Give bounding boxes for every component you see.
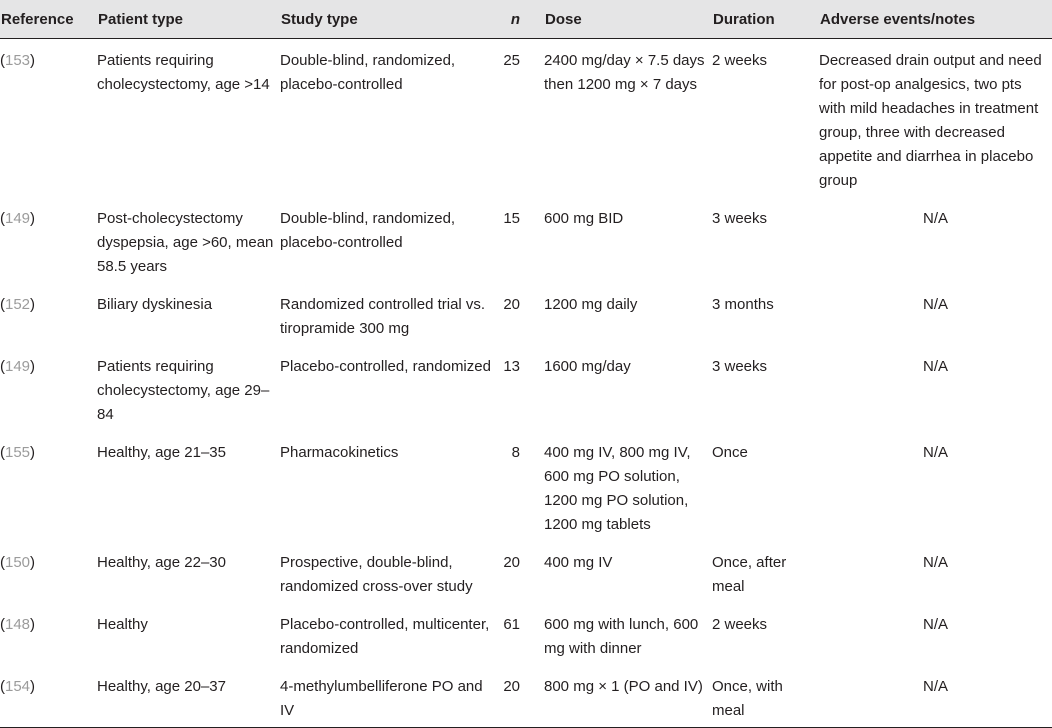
dose-cell: 1600 mg/day [544, 358, 631, 375]
reference-link[interactable]: 148 [5, 616, 31, 633]
n-cell: 20 [503, 554, 520, 571]
reference-link[interactable]: 154 [5, 678, 31, 695]
adverse-events-cell: N/A [922, 296, 948, 313]
patient-type-cell: Healthy, age 20–37 [97, 665, 280, 728]
reference-link[interactable]: 153 [5, 52, 31, 69]
patient-type-cell: Patients requiring cholecystectomy, age >14 [97, 52, 270, 93]
duration-cell: 3 weeks [712, 210, 768, 227]
dose-cell: 2400 mg/day × 7.5 days then 1200 mg × 7 days [544, 52, 705, 93]
adverse-events-cell: N/A [922, 616, 948, 633]
reference-cell: (148) [0, 616, 36, 633]
table-row [0, 345, 1052, 431]
duration-cell: 2 weeks [712, 52, 768, 69]
n-cell: 61 [503, 616, 520, 633]
spacer-cell [520, 197, 544, 283]
table-row [0, 39, 1052, 198]
patient-type-cell: Patients requiring cholecystectomy, age 29–84 [97, 358, 270, 423]
dose-cell: 400 mg IV, 800 mg IV, 600 mg PO solution, 1200 mg PO solution, 1200 mg tablets [544, 444, 691, 533]
header-patient-type: Patient type [97, 0, 280, 39]
reference-cell: (149) [0, 358, 36, 375]
adverse-events-cell: N/A [922, 444, 948, 461]
table-body [0, 39, 1052, 728]
table-row [0, 603, 1052, 665]
reference-cell: (154) [0, 665, 97, 728]
spacer-cell [520, 39, 544, 198]
n-cell: 13 [503, 358, 520, 375]
study-type-cell: Pharmacokinetics [280, 444, 399, 461]
spacer-cell [520, 541, 544, 603]
reference-link[interactable]: 149 [5, 210, 31, 227]
study-type-cell: Placebo-controlled, randomized [280, 358, 491, 375]
spacer-cell [520, 665, 544, 728]
adverse-events-cell: Decreased drain output and need for post-op analgesics, two pts with mild headaches in treatment group, three with decreased appetite and diarrhea in placebo group [819, 52, 1042, 189]
duration-cell: Once [712, 444, 748, 461]
dose-cell: 1200 mg daily [544, 296, 638, 313]
duration-cell: 3 weeks [712, 358, 768, 375]
header-dose: Dose [544, 0, 712, 39]
table-row [0, 197, 1052, 283]
study-type-cell: Prospective, double-blind, randomized cross-over study [280, 554, 473, 595]
n-cell: 25 [503, 52, 520, 69]
duration-cell: 3 months [712, 296, 774, 313]
table-header [0, 0, 1052, 39]
header-duration: Duration [712, 0, 819, 39]
adverse-events-cell: N/A [922, 554, 948, 571]
patient-type-cell: Biliary dyskinesia [97, 296, 213, 313]
table-row [0, 665, 1052, 728]
header-study-type: Study type [280, 0, 498, 39]
patient-type-cell: Healthy, age 21–35 [97, 444, 226, 461]
table-row [0, 541, 1052, 603]
n-cell: 8 [511, 444, 520, 461]
table-row [0, 283, 1052, 345]
reference-cell: (149) [0, 210, 36, 227]
dose-cell: 800 mg × 1 (PO and IV) [544, 665, 712, 728]
header-adverse-events: Adverse events/notes [819, 0, 1052, 39]
dose-cell: 600 mg with lunch, 600 mg with dinner [544, 616, 699, 657]
spacer-cell [520, 431, 544, 541]
reference-link[interactable]: 150 [5, 554, 31, 571]
header-n: n [498, 0, 520, 39]
reference-link[interactable]: 155 [5, 444, 31, 461]
dose-cell: 600 mg BID [544, 210, 624, 227]
header-reference: Reference [0, 0, 97, 39]
patient-type-cell: Healthy [97, 616, 148, 633]
study-type-cell: Placebo-controlled, multicenter, randomized [280, 616, 490, 657]
reference-cell: (152) [0, 296, 36, 313]
header-spacer [520, 0, 544, 39]
adverse-events-cell: N/A [819, 665, 1052, 728]
reference-cell: (153) [0, 52, 36, 69]
adverse-events-cell: N/A [922, 210, 948, 227]
duration-cell: Once, with meal [712, 665, 819, 728]
n-cell: 20 [498, 665, 520, 728]
study-type-cell: 4-methylumbelliferone PO and IV [280, 665, 498, 728]
study-type-cell: Double-blind, randomized, placebo-controlled [280, 52, 456, 93]
spacer-cell [520, 603, 544, 665]
adverse-events-cell: N/A [922, 358, 948, 375]
spacer-cell [520, 345, 544, 431]
dose-cell: 400 mg IV [544, 554, 613, 571]
table-row [0, 431, 1052, 541]
duration-cell: 2 weeks [712, 616, 768, 633]
spacer-cell [520, 283, 544, 345]
study-type-cell: Randomized controlled trial vs. tiropramide 300 mg [280, 296, 486, 337]
n-cell: 20 [503, 296, 520, 313]
duration-cell: Once, after meal [712, 554, 787, 595]
n-cell: 15 [503, 210, 520, 227]
reference-link[interactable]: 152 [5, 296, 31, 313]
study-type-cell: Double-blind, randomized, placebo-controlled [280, 210, 456, 251]
patient-type-cell: Post-cholecystectomy dyspepsia, age >60, mean 58.5 years [97, 210, 274, 275]
patient-type-cell: Healthy, age 22–30 [97, 554, 226, 571]
reference-cell: (155) [0, 444, 36, 461]
reference-link[interactable]: 149 [5, 358, 31, 375]
reference-cell: (150) [0, 554, 36, 571]
